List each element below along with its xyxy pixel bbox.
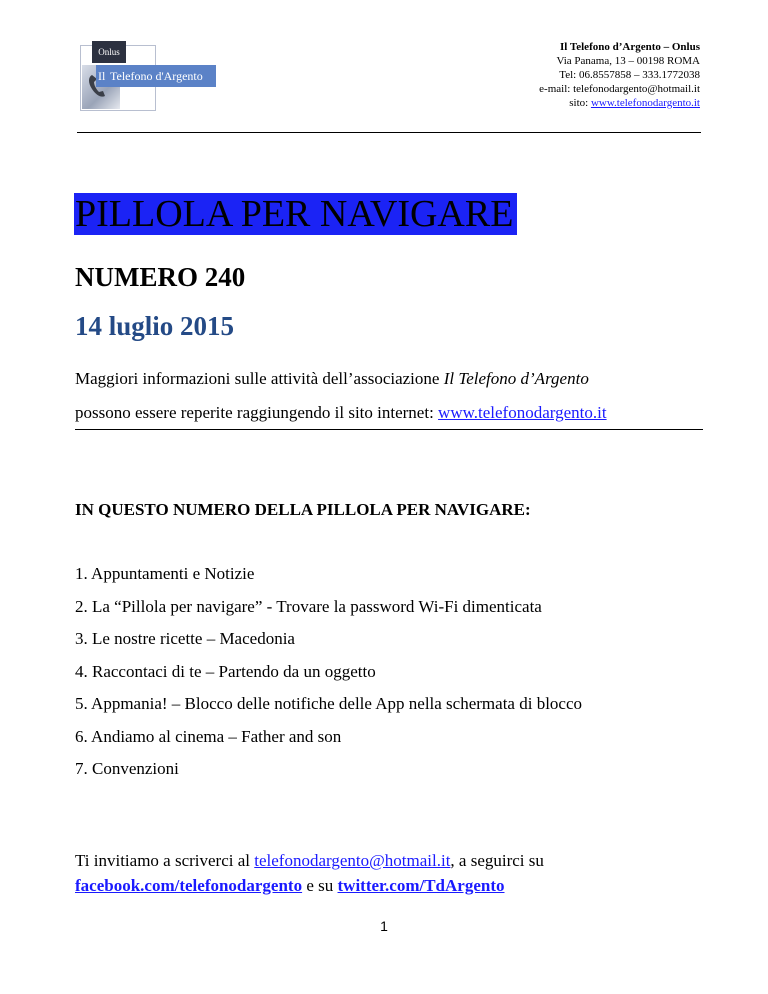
- contact-prefix: Ti invitiamo a scriverci al: [75, 851, 255, 870]
- contact-paragraph: [75, 848, 715, 898]
- logo: [76, 41, 216, 109]
- contact-and: e su: [302, 876, 338, 895]
- info-site-link[interactable]: www.telefonodargento.it: [438, 403, 607, 422]
- contact-middle: , a seguirci su: [450, 851, 544, 870]
- info-line-1-text: Maggiori informazioni sulle attività dell’associazione: [75, 369, 444, 388]
- logo-il: Il: [98, 69, 106, 83]
- toc-item: 2. La “Pillola per navigare” - Trovare la password Wi-Fi dimenticata: [75, 596, 542, 616]
- page-number: 1: [380, 918, 388, 934]
- info-line-2: [75, 396, 715, 430]
- header-contact-block: [539, 40, 700, 110]
- header-site: [539, 96, 700, 110]
- issue-number: NUMERO 240: [75, 262, 246, 292]
- email-link[interactable]: telefonodargento@hotmail.it: [254, 851, 451, 870]
- logo-wordmark: [96, 65, 216, 87]
- header-phone: Tel: 06.8557858 – 333.1772038: [559, 69, 700, 81]
- page-title: PILLOLA PER NAVIGARE: [74, 193, 517, 235]
- toc-item: 4. Raccontaci di te – Partendo da un oggetto: [75, 661, 376, 681]
- toc-item: 7. Convenzioni: [75, 759, 179, 778]
- facebook-link[interactable]: facebook.com/telefonodargento: [75, 876, 303, 895]
- header-site-prefix: sito:: [569, 97, 591, 109]
- toc-item: 5. Appmania! – Blocco delle notifiche delle App nella schermata di blocco: [75, 694, 583, 713]
- issue-date: 14 luglio 2015: [75, 311, 235, 341]
- logo-onlus-tag: Onlus: [92, 41, 126, 63]
- logo-name: Telefono d'Argento: [110, 69, 203, 83]
- header-email: e-mail: telefonodargento@hotmail.it: [539, 83, 700, 95]
- header-divider: [77, 132, 701, 133]
- toc-heading: IN QUESTO NUMERO DELLA PILLOLA PER NAVIGARE:: [75, 500, 531, 519]
- twitter-link[interactable]: twitter.com/TdArgento: [337, 876, 505, 895]
- info-org-name: Il Telefono d’Argento: [443, 369, 589, 388]
- header-org-name: Il Telefono d’Argento – Onlus: [560, 41, 700, 53]
- section-divider: [75, 429, 703, 430]
- toc-item: 1. Appuntamenti e Notizie: [75, 564, 255, 583]
- toc-item: 6. Andiamo al cinema – Father and son: [75, 726, 342, 746]
- info-line-2-text: possono essere reperite raggiungendo il sito internet:: [75, 403, 439, 422]
- toc-item: 3. Le nostre ricette – Macedonia: [75, 629, 295, 648]
- info-line-1: [75, 362, 715, 396]
- header-site-link[interactable]: www.telefonodargento.it: [590, 97, 700, 109]
- table-of-contents: [75, 558, 582, 786]
- header-address: Via Panama, 13 – 00198 ROMA: [556, 55, 700, 67]
- info-paragraph: [75, 362, 715, 430]
